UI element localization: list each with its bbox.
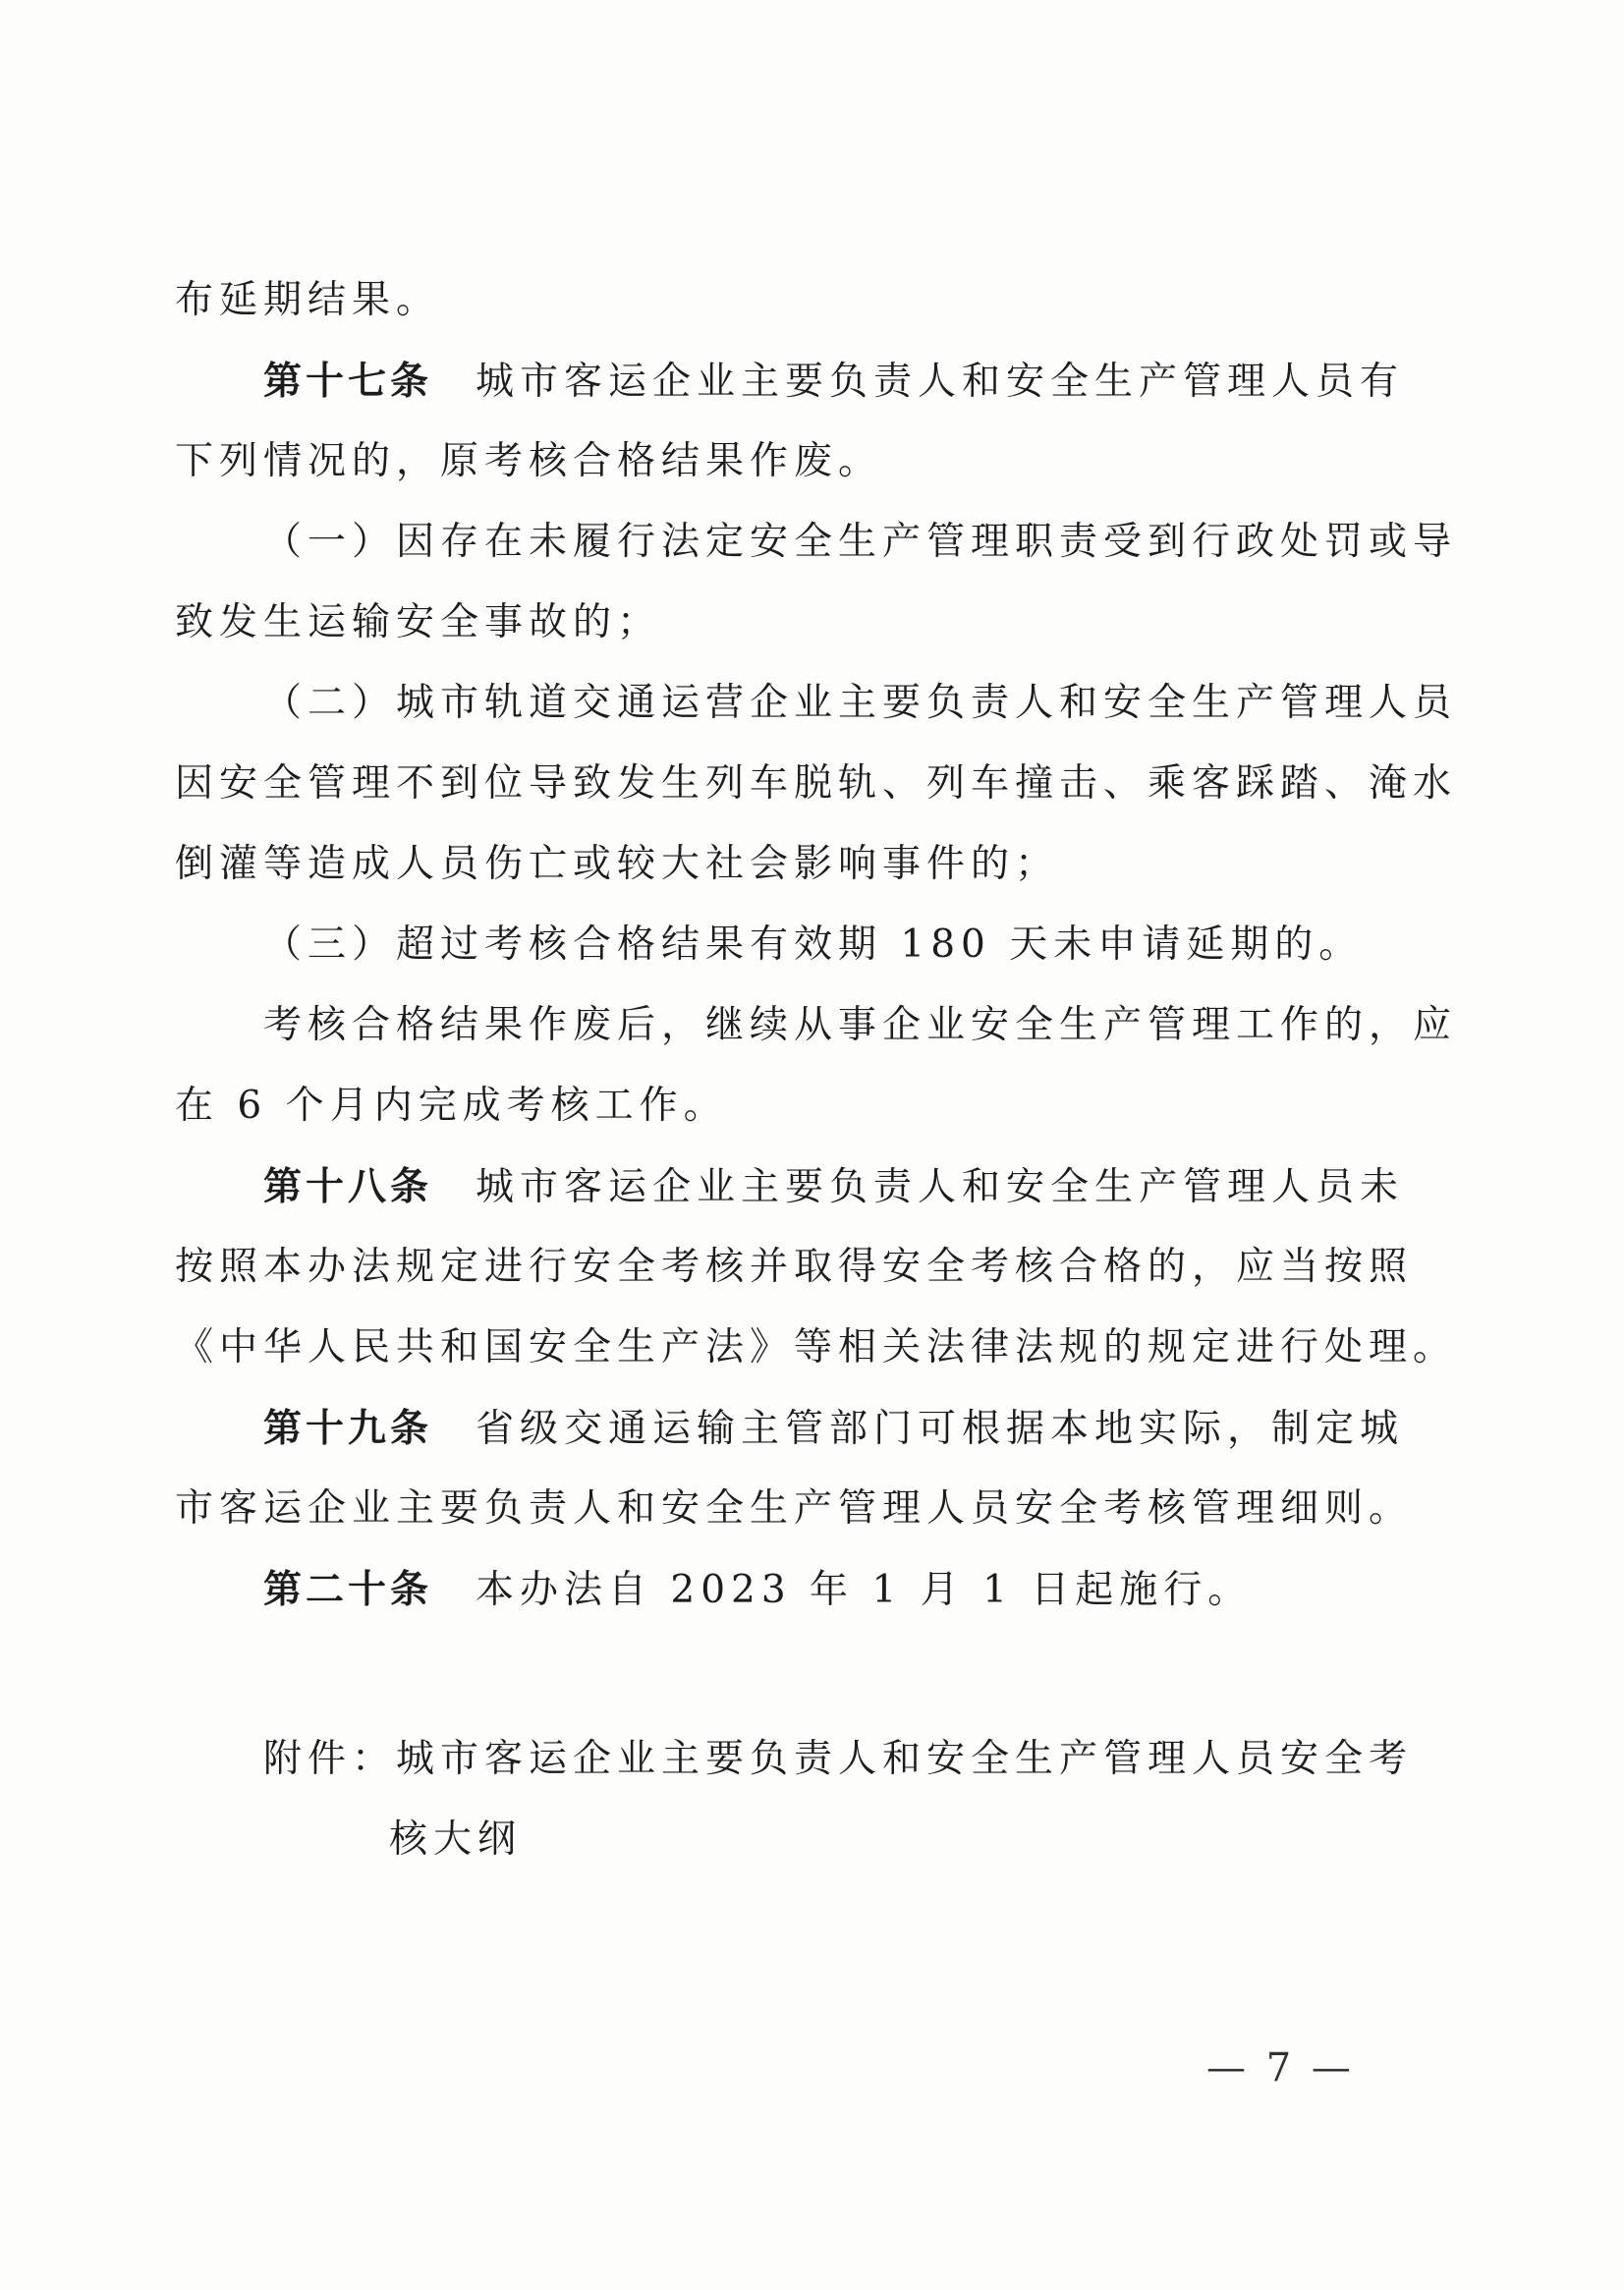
item-1-line-1: （一）因存在未履行法定安全生产管理职责受到行政处罚或导 — [263, 520, 1458, 564]
article-19-line-1 — [175, 1388, 1405, 1469]
article-18-line-1 — [175, 1146, 1405, 1227]
article-18-line-3: 《中华人民共和国安全生产法》等相关法律法规的规定进行处理。 — [175, 1325, 1458, 1369]
article-19-text: 省级交通运输主管部门可根据本地实际，制定城 — [476, 1407, 1405, 1451]
article-19-title: 第十九条 — [263, 1406, 433, 1451]
article-18-text: 城市客运企业主要负责人和安全生产管理人员未 — [476, 1165, 1405, 1209]
article-18-line-2: 按照本办法规定进行安全考核并取得安全考核合格的，应当按照 — [175, 1245, 1414, 1289]
appendix-note — [263, 1719, 1414, 1880]
item-1-line-2: 致发生运输安全事故的； — [175, 600, 662, 644]
article-20-title: 第二十条 — [263, 1567, 433, 1612]
article-20-text: 本办法自 2023 年 1 月 1 日起施行。 — [476, 1568, 1253, 1612]
article-17-title: 第十七条 — [263, 359, 433, 404]
article-17-line-2: 下列情况的，原考核合格结果作废。 — [175, 439, 883, 483]
article-17-text: 城市客运企业主要负责人和安全生产管理人员有 — [476, 360, 1405, 404]
article-18-title: 第十八条 — [263, 1164, 433, 1209]
document-body — [175, 260, 1458, 1630]
item-2-line-1: （二）城市轨道交通运营企业主要负责人和安全生产管理人员 — [263, 681, 1458, 725]
after-void-line-1: 考核合格结果作废后，继续从事企业安全生产管理工作的，应 — [263, 1003, 1458, 1047]
item-2-line-2: 因安全管理不到位导致发生列车脱轨、列车撞击、乘客踩踏、淹水 — [175, 761, 1458, 806]
paragraph-line: 布延期结果。 — [175, 278, 441, 322]
after-void-line-2: 在 6 个月内完成考核工作。 — [175, 1084, 728, 1128]
article-19-line-2: 市客运企业主要负责人和安全生产管理人员安全考核管理细则。 — [175, 1486, 1414, 1531]
appendix-line-1: 附件：城市客运企业主要负责人和安全生产管理人员安全考 — [263, 1737, 1414, 1781]
article-17-line-1 — [175, 341, 1405, 421]
item-3-line-1: （三）超过考核合格结果有效期 180 天未申请延期的。 — [263, 922, 1364, 967]
page-number: — 7 — — [1206, 2045, 1355, 2091]
appendix-line-2: 核大纲 — [389, 1817, 523, 1862]
item-2-line-3: 倒灌等造成人员伤亡或较大社会影响事件的； — [175, 842, 1060, 886]
article-20-line-1 — [175, 1549, 1381, 1630]
